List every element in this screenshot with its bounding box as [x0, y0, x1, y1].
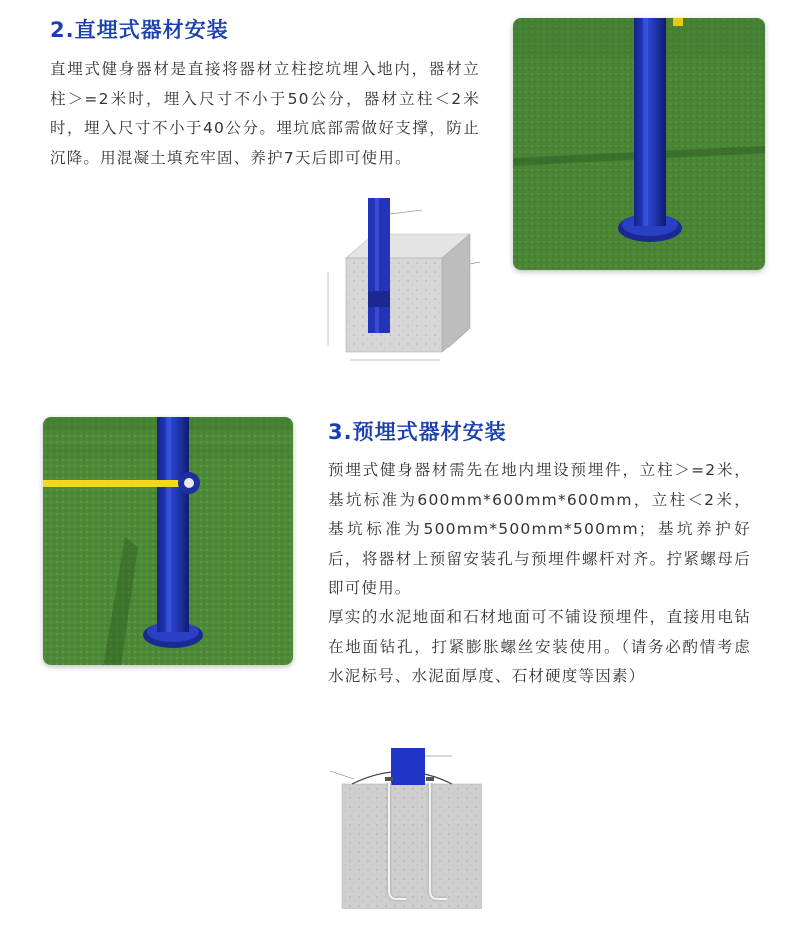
anchor-bolt-diagram [312, 741, 482, 909]
section2-body: 直埋式健身器材是直接将器材立柱挖坑埋入地内，器材立柱＞=2米时，埋入尺寸不小于50公分，器材立柱＜2米时，埋入尺寸不小于40公分。埋坑底部需做好支撑，防止沉降。用混凝土填充牢固、养护7天后即可使用。 [50, 60, 480, 167]
section2-title: 2.直埋式器材安装 [50, 18, 229, 42]
embedded-install-photo [43, 417, 293, 665]
section3-body-1: 预埋式健身器材需先在地内埋设预埋件，立柱＞=2米，基坑标准为600mm*600mm*600mm，立柱＜2米，基坑标准为500mm*500mm*500mm；基坑养护好后，将器材上预留安装孔与预埋件螺杆对齐。拧紧螺母后即可使用。 [328, 461, 751, 597]
section3-title: 3.预埋式器材安装 [328, 420, 507, 444]
section3-body-2: 厚实的水泥地面和石材地面可不铺设预埋件，直接用电钻在地面钻孔，打紧膨胀螺丝安装使用。（请务必酌情考虑水泥标号、水泥面厚度、石材硬度等因素） [328, 608, 751, 685]
direct-burial-photo [513, 18, 765, 270]
direct-burial-diagram [280, 188, 510, 370]
